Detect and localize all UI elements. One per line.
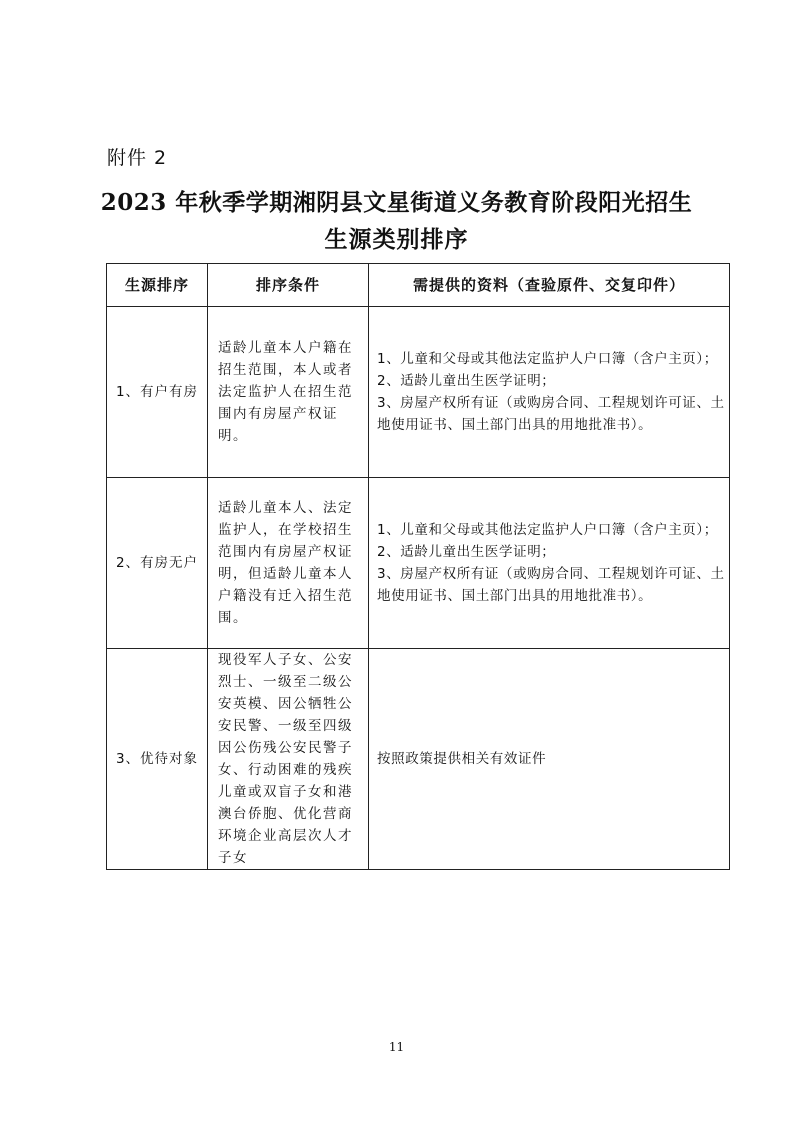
row-category: 3、优待对象 xyxy=(107,649,208,870)
row-documents xyxy=(369,478,730,649)
row-documents xyxy=(369,649,730,870)
table-row xyxy=(107,307,730,478)
document-item: 1、儿童和父母或其他法定监护人户口簿（含户主页）； xyxy=(377,522,718,538)
header-category: 生源排序 xyxy=(107,264,208,307)
row-condition: 现役军人子女、公安烈士、一级至二级公安英模、因公牺牲公安民警、一级至四级因公伤残公安民警子女、行动困难的残疾儿童或双盲子女和港澳台侨胞、优化营商环境企业高层次人才子女 xyxy=(208,649,369,870)
document-item: 按照政策提供相关有效证件 xyxy=(377,751,547,767)
table-row xyxy=(107,649,730,870)
document-item: 2、适龄儿童出生医学证明； xyxy=(377,373,556,389)
row-documents xyxy=(369,307,730,478)
row-category: 1、有户有房 xyxy=(107,307,208,478)
row-category: 2、有房无户 xyxy=(107,478,208,649)
document-title-line-2: 生源类别排序 xyxy=(324,226,469,253)
header-documents: 需提供的资料（查验原件、交复印件） xyxy=(369,264,730,307)
attachment-label: 附件 2 xyxy=(107,147,168,169)
row-condition: 适龄儿童本人户籍在招生范围，本人或者法定监护人在招生范围内有房屋产权证明。 xyxy=(208,307,369,478)
document-item: 3、房屋产权所有证（或购房合同、工程规划许可证、土地使用证书、国土部门出具的用地批准书）。 xyxy=(377,566,725,604)
row-condition: 适龄儿童本人、法定监护人，在学校招生范围内有房屋产权证明，但适龄儿童本人户籍没有迁入招生范围。 xyxy=(208,478,369,649)
table-header-row xyxy=(107,264,730,307)
document-title-line-1: 2023 年秋季学期湘阴县文星街道义务教育阶段阳光招生 xyxy=(100,189,693,216)
document-item: 3、房屋产权所有证（或购房合同、工程规划许可证、土地使用证书、国土部门出具的用地批准书）。 xyxy=(377,395,725,433)
document-item: 2、适龄儿童出生医学证明； xyxy=(377,544,556,560)
page-number: 11 xyxy=(388,1040,405,1054)
document-item: 1、儿童和父母或其他法定监护人户口簿（含户主页）； xyxy=(377,351,718,367)
table-row xyxy=(107,478,730,649)
header-condition: 排序条件 xyxy=(208,264,369,307)
enrollment-priority-table xyxy=(106,263,730,870)
